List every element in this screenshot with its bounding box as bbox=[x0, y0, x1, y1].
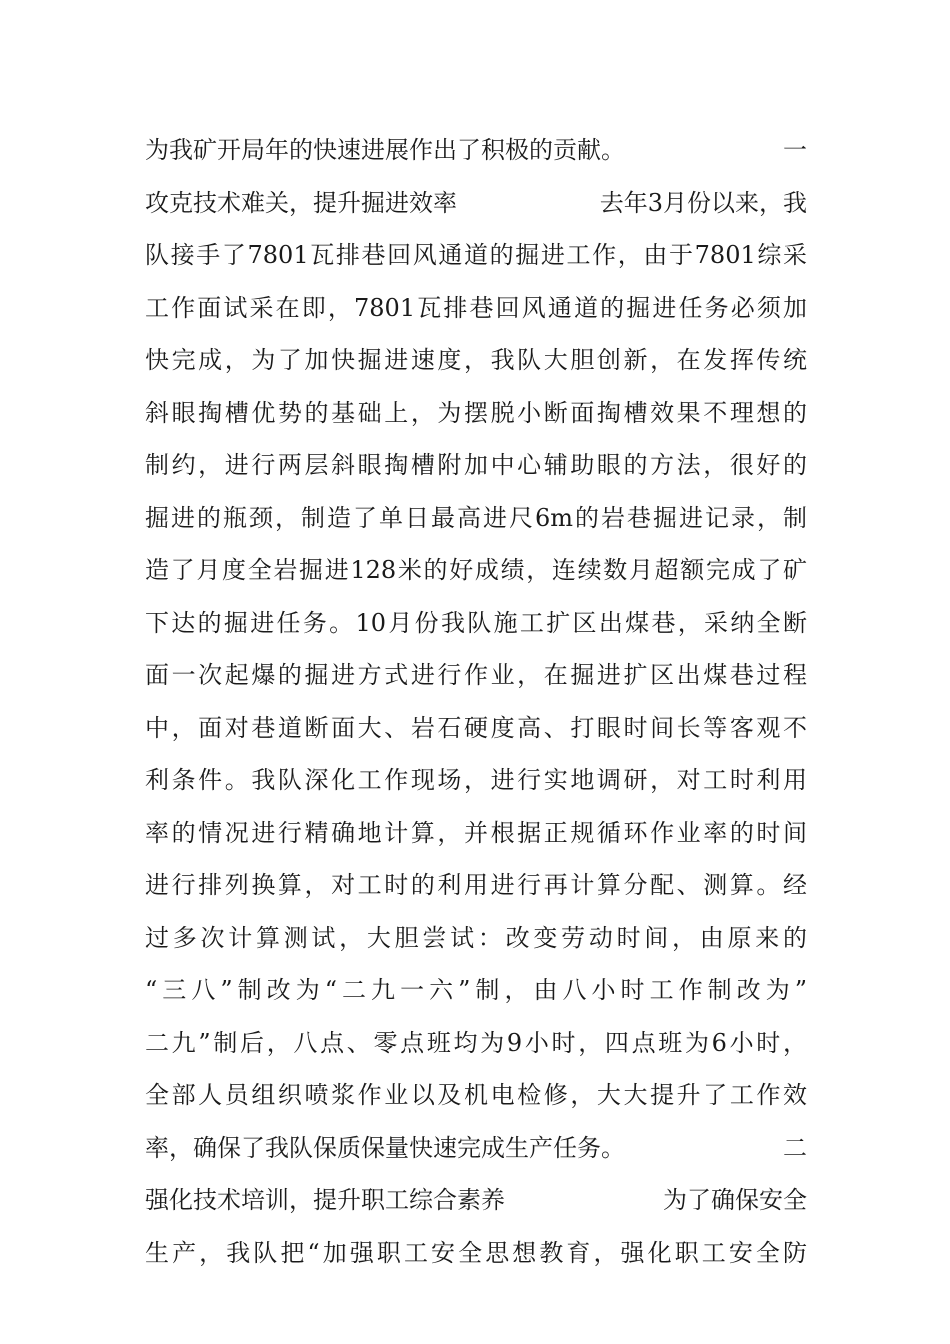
text-line: 率的情况进行精确地计算，并根据正规循环作业率的时间 bbox=[145, 818, 807, 847]
text-line bbox=[145, 177, 807, 230]
text-line: 中，面对巷道断面大、岩石硬度高、打眼时间长等客观不 bbox=[145, 713, 807, 742]
text-line: “三八”制改为“二九一六”制，由八小时工作制改为” bbox=[145, 976, 807, 1004]
line-text: 攻克技术难关，提升掘进效率 bbox=[145, 188, 457, 217]
line-end-text: 一 bbox=[783, 136, 807, 164]
text-line: 掘进的瓶颈，制造了单日最高进尺6m的岩巷掘进记录，制 bbox=[145, 503, 807, 532]
line-end-text: 去年3月份以来，我 bbox=[599, 188, 807, 217]
line-text: 为我矿开局年的快速进展作出了积极的贡献。 bbox=[145, 136, 625, 164]
text-line: 斜眼掏槽优势的基础上，为摆脱小断面掏槽效果不理想的 bbox=[145, 398, 807, 427]
text-line: 进行排列换算，对工时的利用进行再计算分配、测算。经 bbox=[145, 871, 807, 899]
text-line: 利条件。我队深化工作现场，进行实地调研，对工时利用 bbox=[145, 766, 807, 794]
text-line: 过多次计算测试，大胆尝试：改变劳动时间，由原来的 bbox=[145, 923, 807, 952]
text-line: 快完成，为了加快掘进速度，我队大胆创新，在发挥传统 bbox=[145, 346, 807, 374]
text-line: 面一次起爆的掘进方式进行作业，在掘进扩区出煤巷过程 bbox=[145, 661, 807, 689]
text-line: 二九”制后，八点、零点班均为9小时，四点班为6小时， bbox=[145, 1028, 807, 1057]
text-line bbox=[145, 124, 807, 177]
line-text: 强化技术培训，提升职工综合素养 bbox=[145, 1186, 505, 1214]
text-line: 队接手了7801瓦排巷回风通道的掘进工作，由于7801综采 bbox=[145, 241, 807, 269]
text-line: 制约，进行两层斜眼掏槽附加中心辅助眼的方法，很好的 bbox=[145, 451, 807, 479]
body-text bbox=[145, 124, 807, 1279]
text-line: 工作面试采在即，7801瓦排巷回风通道的掘进任务必须加 bbox=[145, 293, 807, 322]
text-line: 下达的掘进任务。10月份我队施工扩区出煤巷，采纳全断 bbox=[145, 608, 807, 637]
text-line: 生产，我队把“加强职工安全思想教育，强化职工安全防 bbox=[145, 1238, 807, 1267]
text-line bbox=[145, 1122, 807, 1175]
text-line: 全部人员组织喷浆作业以及机电检修，大大提升了工作效 bbox=[145, 1081, 807, 1109]
line-end-text: 二 bbox=[783, 1133, 807, 1162]
text-line bbox=[145, 1174, 807, 1227]
text-line: 造了月度全岩掘进128米的好成绩，连续数月超额完成了矿 bbox=[145, 556, 807, 584]
line-text: 率，确保了我队保质保量快速完成生产任务。 bbox=[145, 1133, 625, 1162]
line-end-text: 为了确保安全 bbox=[663, 1186, 807, 1214]
